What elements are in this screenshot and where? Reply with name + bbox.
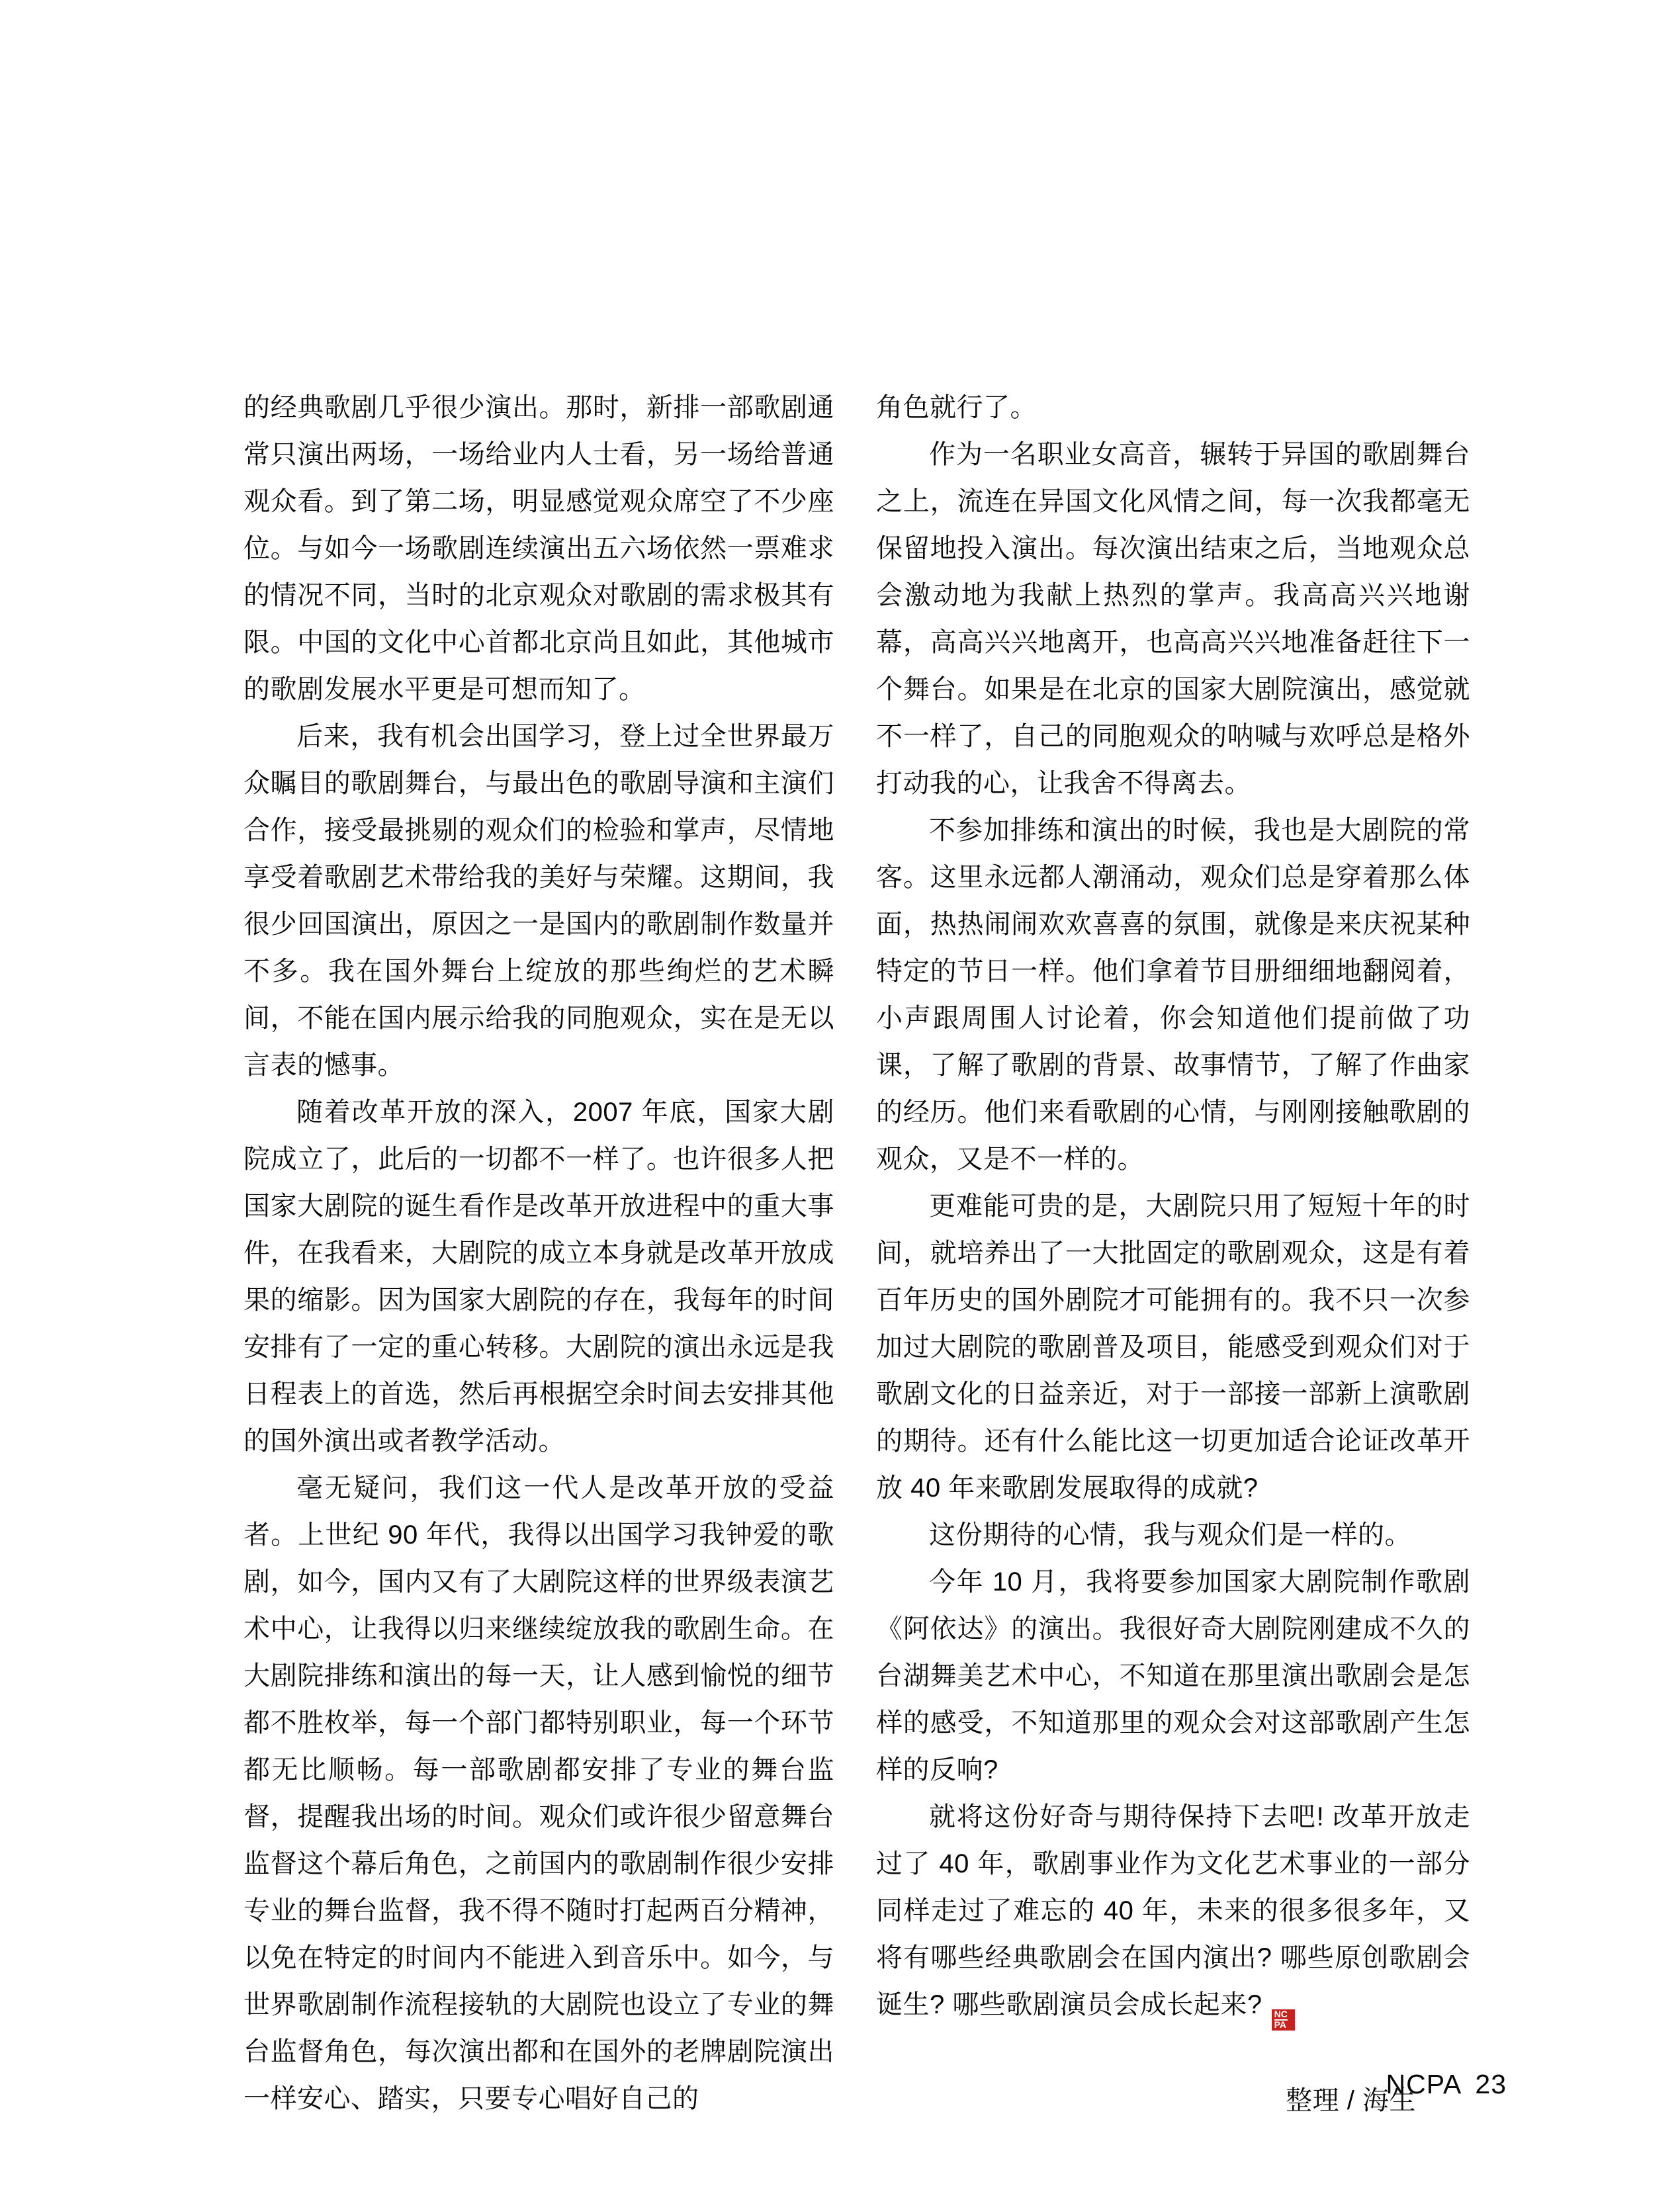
paragraph <box>876 1794 1470 2031</box>
footer-brand: NCPA <box>1386 2069 1462 2099</box>
paragraph: 随着改革开放的深入，2007 年底，国家大剧院成立了，此后的一切都不一样了。也许很多人把国家大剧院的诞生看作是改革开放进程中的重大事件，在我看来，大剧院的成立本身就是改革开放成果的缩影。因为国家大剧院的存在，我每年的时间安排有了一定的重心转移。大剧院的演出永远是我日程表上的首选，然后再根据空余时间去安排其他的国外演出或者教学活动。 <box>243 1098 834 1456</box>
page-footer <box>1386 2068 1507 2100</box>
seal-text-bottom: PA <box>1274 2019 1287 2030</box>
paragraph: 角色就行了。 <box>876 393 1037 422</box>
credit-line: 整理 / 海生 <box>1286 2085 1416 2115</box>
paragraph: 毫无疑问，我们这一代人是改革开放的受益者。上世纪 90 年代，我得以出国学习我钟爱的歌剧，如今，国内又有了大剧院这样的世界级表演艺术中心，让我得以归来继续绽放我的歌剧生命。在大剧院排练和演出的每一天，让人感到愉悦的细节都不胜枚举，每一个部门都特别职业，每一个环节都无比顺畅。每一部歌剧都安排了专业的舞台监督，提醒我出场的时间。观众们或许很少留意舞台监督这个幕后角色，之前国内的歌剧制作很少安排专业的舞台监督，我不得不随时打起两百分精神，以免在特定的时间内不能进入到音乐中。如今，与世界歌剧制作流程接轨的大剧院也设立了专业的舞台监督角色，每次演出都和在国外的老牌剧院演出一样安心、踏实，只要专心唱好自己的 <box>243 1473 834 2113</box>
paragraph: 的经典歌剧几乎很少演出。那时，新排一部歌剧通常只演出两场，一场给业内人士看，另一场给普通观众看。到了第二场，明显感觉观众席空了不少座位。与如今一场歌剧连续演出五六场依然一票难求的情况不同，当时的北京观众对歌剧的需求极其有限。中国的文化中心首都北京尚且如此，其他城市的歌剧发展水平更是可想而知了。 <box>243 393 834 704</box>
right-column <box>876 384 1470 2124</box>
footer-page-number: 23 <box>1475 2069 1507 2099</box>
ncpa-seal-icon <box>1272 2009 1295 2031</box>
seal-text-top: NC <box>1274 2009 1288 2019</box>
paragraph-text: 就将这份好奇与期待保持下去吧! 改革开放走过了 40 年，歌剧事业作为文化艺术事业的一部分同样走过了难忘的 40 年，未来的很多很多年，又将有哪些经典歌剧会在国内演出? 哪些原创歌剧会诞生? 哪些歌剧演员会成长起来? <box>876 1802 1470 2019</box>
paragraph: 这份期待的心情，我与观众们是一样的。 <box>929 1520 1411 1550</box>
paragraph: 后来，我有机会出国学习，登上过全世界最万众瞩目的歌剧舞台，与最出色的歌剧导演和主演们合作，接受最挑剔的观众们的检验和掌声，尽情地享受着歌剧艺术带给我的美好与荣耀。这期间，我很少回国演出，原因之一是国内的歌剧制作数量并不多。我在国外舞台上绽放的那些绚烂的艺术瞬间，不能在国内展示给我的同胞观众，实在是无以言表的憾事。 <box>243 722 834 1080</box>
left-column <box>243 384 834 2122</box>
paragraph: 今年 10 月，我将要参加国家大剧院制作歌剧《阿依达》的演出。我很好奇大剧院刚建成不久的台湖舞美艺术中心，不知道在那里演出歌剧会是怎样的感受，不知道那里的观众会对这部歌剧产生怎样的反响? <box>876 1567 1470 1784</box>
paragraph: 不参加排练和演出的时候，我也是大剧院的常客。这里永远都人潮涌动，观众们总是穿着那么体面，热热闹闹欢欢喜喜的氛围，就像是来庆祝某种特定的节日一样。他们拿着节目册细细地翻阅着，小声跟周围人讨论着，你会知道他们提前做了功课，了解了歌剧的背景、故事情节，了解了作曲家的经历。他们来看歌剧的心情，与刚刚接触歌剧的观众，又是不一样的。 <box>876 816 1470 1174</box>
paragraph: 更难能可贵的是，大剧院只用了短短十年的时间，就培养出了一大批固定的歌剧观众，这是有着百年历史的国外剧院才可能拥有的。我不只一次参加过大剧院的歌剧普及项目，能感受到观众们对于歌剧文化的日益亲近，对于一部接一部新上演歌剧的期待。还有什么能比这一切更加适合论证改革开放 40 年来歌剧发展取得的成就? <box>876 1192 1470 1503</box>
paragraph: 作为一名职业女高音，辗转于异国的歌剧舞台之上，流连在异国文化风情之间，每一次我都毫无保留地投入演出。每次演出结束之后，当地观众总会激动地为我献上热烈的掌声。我高高兴兴地谢幕，高高兴兴地离开，也高高兴兴地准备赶往下一个舞台。如果是在北京的国家大剧院演出，感觉就不一样了，自己的同胞观众的呐喊与欢呼总是格外打动我的心，让我舍不得离去。 <box>876 440 1470 798</box>
